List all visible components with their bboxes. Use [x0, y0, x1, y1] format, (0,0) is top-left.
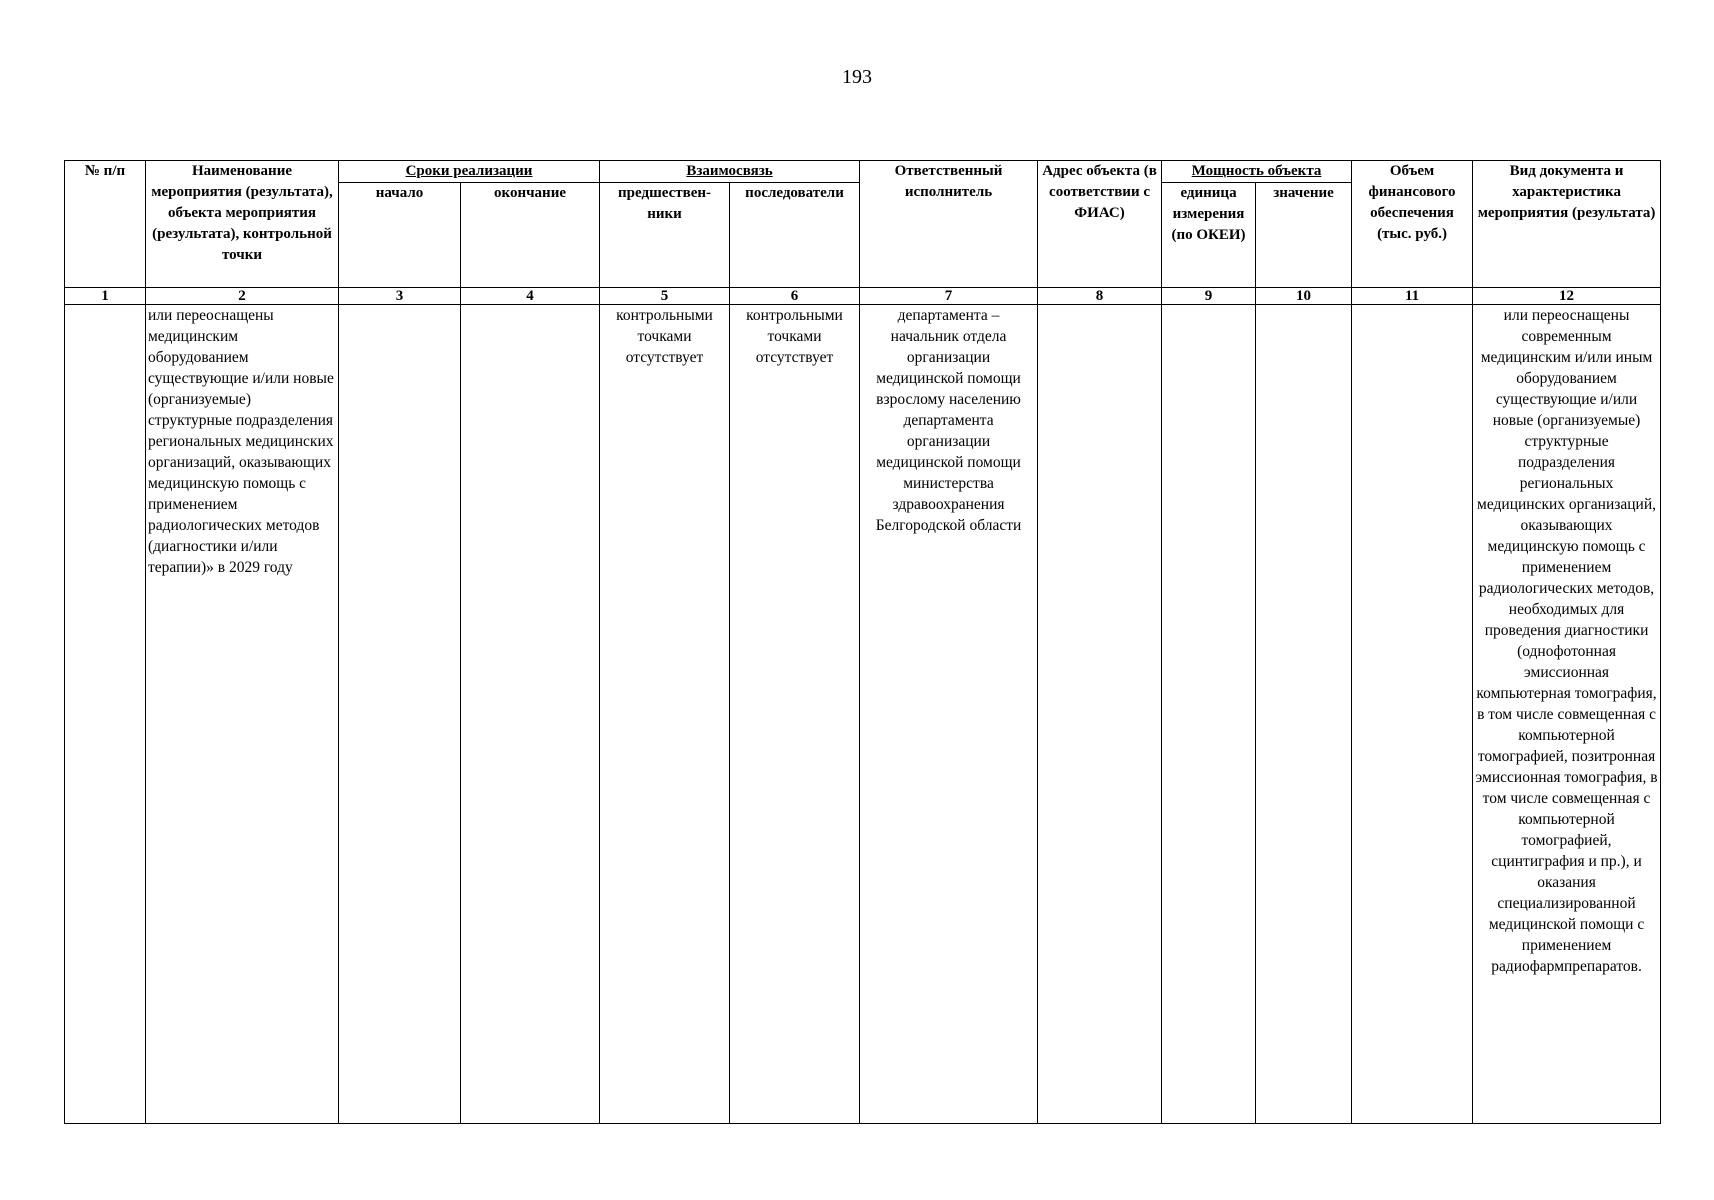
- header-start: начало: [339, 183, 461, 288]
- cell-address: [1038, 305, 1162, 1124]
- activities-table: [64, 160, 1661, 1124]
- page-number: 193: [842, 66, 872, 88]
- cell-start: [339, 305, 461, 1124]
- cell-end: [461, 305, 600, 1124]
- header-finance: Объем финансового обеспечения (тыс. руб.): [1352, 161, 1473, 288]
- column-number: 1: [65, 288, 146, 305]
- cell-value: [1256, 305, 1352, 1124]
- cell-num: [65, 305, 146, 1124]
- cell-doc-type: или переоснащены современным медицинским и/или иным оборудованием существующие и/или новые (организуемые) структурные подразделения региональных медицинских организаций, оказывающих медицинскую помощь с применением радиологических методов, необходимых для проведения диагностики (однофотонная эмиссионная компьютерная томография, в том числе совмещенная с компьютерной томографией, позитронная эмиссионная томография, в том числе совмещенная с компьютерной томографией, сцинтиграфия и пр.), и оказания специализированной медицинской помощи с применением радиофармпрепаратов.: [1473, 305, 1661, 1124]
- cell-name: или переоснащены медицинским оборудованием существующие и/или новые (организуемые) структурные подразделения региональных медицинских организаций, оказывающих медицинскую помощь с применением радиологических методов (диагностики и/или терапии)» в 2029 году: [146, 305, 339, 1124]
- cell-responsible: департамента – начальник отдела организации медицинской помощи взрослому населению департамента организации медицинской помощи министерства здравоохранения Белгородской области: [860, 305, 1038, 1124]
- header-end: окончание: [461, 183, 600, 288]
- table-row: [65, 305, 1661, 1124]
- header-value: значение: [1256, 183, 1352, 288]
- header-responsible: Ответственный исполнитель: [860, 161, 1038, 288]
- column-number: 7: [860, 288, 1038, 305]
- header-links-group: Взаимосвязь: [600, 161, 860, 183]
- column-number: 9: [1162, 288, 1256, 305]
- cell-unit: [1162, 305, 1256, 1124]
- column-number: 2: [146, 288, 339, 305]
- column-number: 3: [339, 288, 461, 305]
- cell-successors: контрольными точками отсутствует: [730, 305, 860, 1124]
- header-unit: единица измерения (по ОКЕИ): [1162, 183, 1256, 288]
- column-number: 6: [730, 288, 860, 305]
- column-number: 12: [1473, 288, 1661, 305]
- header-successors: последователи: [730, 183, 860, 288]
- header-name: Наименование мероприятия (результата), объекта мероприятия (результата), контрольной точки: [146, 161, 339, 288]
- header-address: Адрес объекта (в соответствии с ФИАС): [1038, 161, 1162, 288]
- column-number: 10: [1256, 288, 1352, 305]
- column-number: 4: [461, 288, 600, 305]
- header-num: № п/п: [65, 161, 146, 288]
- column-number: 5: [600, 288, 730, 305]
- column-numbers-row: [65, 288, 1661, 305]
- header-doc-type: Вид документа и характеристика мероприятия (результата): [1473, 161, 1661, 288]
- column-number: 8: [1038, 288, 1162, 305]
- column-number: 11: [1352, 288, 1473, 305]
- cell-predecessors: контрольными точками отсутствует: [600, 305, 730, 1124]
- header-predecessors: предшествен-ники: [600, 183, 730, 288]
- header-capacity-group: Мощность объекта: [1162, 161, 1352, 183]
- cell-finance: [1352, 305, 1473, 1124]
- header-terms-group: Сроки реализации: [339, 161, 600, 183]
